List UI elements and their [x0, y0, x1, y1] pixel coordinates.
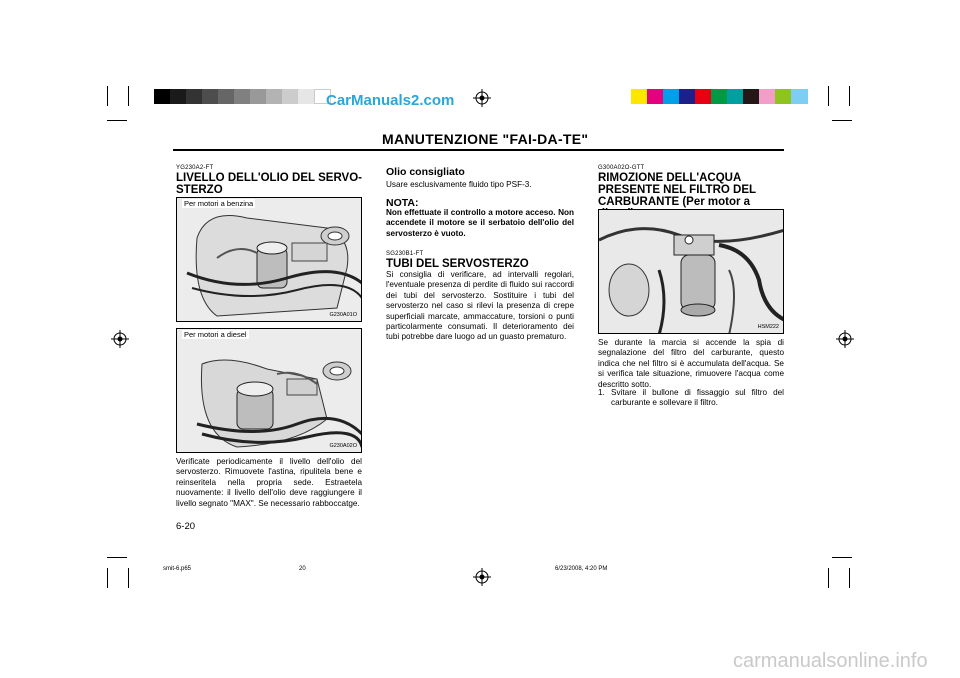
crop-mark — [832, 120, 852, 121]
body-text: Se durante la marcia si accende la spia di segnalazione del filtro del carburante, questo indica che nel filtro si è accumulata dell'acqua. Se si verifica tale situazione, rimuovere l'acqua come descritto sotto. — [598, 338, 784, 389]
crop-mark — [828, 568, 829, 588]
fuel-filter-photo — [598, 209, 784, 334]
figure-code: G230A02O — [329, 443, 357, 449]
header-rule — [173, 149, 784, 151]
step-number: 1. — [598, 388, 605, 397]
color-swatch — [647, 89, 664, 104]
registration-mark-icon — [111, 330, 129, 348]
color-swatch — [743, 89, 760, 104]
figure-code: HSM222 — [757, 324, 779, 330]
body-text: Verificate periodicamente il livello dell'olio del servosterzo. Rimuovete l'astina, ripulitela bene e reinseritela nella propria sede. Estraetela nuovamente: il livello dell'olio deve raggiungere il livello segnato "MAX". Se necessario rabboccatge. — [176, 457, 362, 508]
color-swatch — [154, 89, 171, 104]
color-swatch — [218, 89, 235, 104]
oil-title: Olio consigliato — [386, 166, 465, 178]
footer-filename: smit-6.p65 — [163, 566, 192, 572]
color-swatch — [631, 89, 648, 104]
figure-caption: Per motori a benzina — [184, 199, 254, 208]
registration-mark-icon — [836, 330, 854, 348]
crop-mark — [832, 557, 852, 558]
color-swatch — [282, 89, 299, 104]
watermark-link[interactable]: CarManuals2.com — [326, 92, 455, 109]
color-swatch — [250, 89, 267, 104]
color-swatch — [775, 89, 792, 104]
color-swatch — [759, 89, 776, 104]
color-swatch — [663, 89, 680, 104]
section-code: YG230A2-FT — [176, 165, 214, 171]
color-swatch — [711, 89, 728, 104]
footer-date: 6/23/2008, 4:20 PM — [555, 566, 608, 572]
page-title: MANUTENZIONE "FAI-DA-TE" — [382, 131, 589, 147]
engine-photo-petrol — [176, 197, 362, 322]
crop-mark — [828, 86, 829, 106]
color-swatch — [266, 89, 283, 104]
figure-code: G230A01O — [329, 312, 357, 318]
figure-caption: Per motori a diesel — [184, 330, 247, 339]
crop-mark — [107, 568, 108, 588]
oil-text: Usare esclusivamente fluido tipo PSF-3. — [386, 180, 532, 189]
crop-mark — [107, 120, 127, 121]
crop-mark — [107, 557, 127, 558]
step-text: Svitare il bullone di fissaggio sul filtro del carburante e sollevare il filtro. — [611, 388, 784, 408]
note-text: Non effettuate il controllo a motore acceso. Non accendete il motore se il serbatoio dell'olio del servosterzo è vuoto. — [386, 208, 574, 238]
crop-mark — [849, 568, 850, 588]
engine-photo-diesel — [176, 328, 362, 453]
color-swatch — [727, 89, 744, 104]
section-title: RIMOZIONE DELL'ACQUA PRESENTE NEL FILTRO DEL CARBURANTE (Per motor a — [598, 172, 756, 208]
registration-mark-icon — [473, 568, 491, 586]
footer-page: 20 — [299, 566, 306, 572]
section-code: SG230B1-FT — [386, 251, 424, 257]
page-number: 6-20 — [176, 521, 196, 532]
note-title: NOTA: — [386, 197, 419, 209]
color-swatch — [791, 89, 808, 104]
color-swatch — [679, 89, 696, 104]
body-text: Si consiglia di verificare, ad intervalli regolari, l'eventuale presenza di perdite di fluido sui raccordi dei tubi del servosterzo. Sostituire i tubi del servosterzo nel caso si rilevi la presenza di crepe superficiali marcate, ammaccature, torsioni o punti particolarmente consumati. Il deterioramento dei tubi potrebbe dare luogo ad un guasto prematuro. — [386, 270, 574, 342]
section-code: G300A02O-GTT — [598, 165, 645, 171]
crop-mark — [107, 86, 108, 106]
registration-mark-icon — [473, 89, 491, 107]
crop-mark — [128, 568, 129, 588]
section-title: TUBI DEL SERVOSTERZO — [386, 258, 529, 270]
crop-mark — [849, 86, 850, 106]
color-swatch — [695, 89, 712, 104]
color-swatch — [186, 89, 203, 104]
color-swatch — [202, 89, 219, 104]
color-swatch — [298, 89, 315, 104]
site-banner-link[interactable]: carmanualsonline.info — [733, 650, 928, 672]
section-title: LIVELLO DELL'OLIO DEL SERVO-STERZO — [176, 172, 362, 196]
color-swatch — [234, 89, 251, 104]
crop-mark — [128, 86, 129, 106]
color-swatch — [170, 89, 187, 104]
